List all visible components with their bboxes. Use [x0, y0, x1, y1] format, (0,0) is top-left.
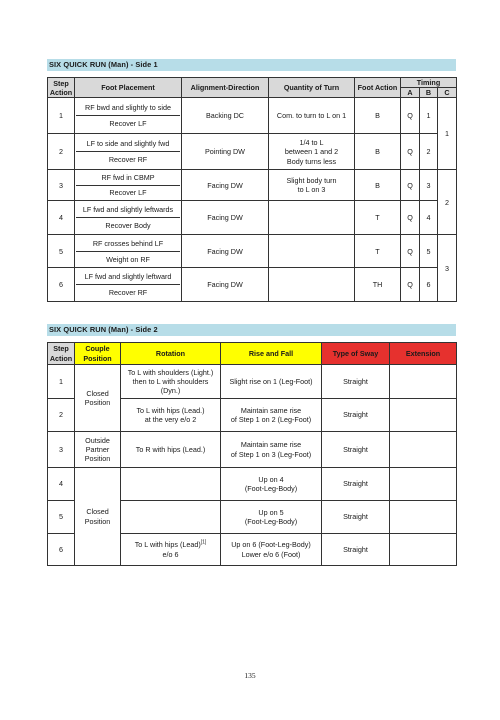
footnote-marker: [1]	[200, 539, 207, 546]
rotation-cell: To R with hips (Lead.)	[121, 432, 221, 468]
table-row	[48, 235, 457, 268]
timing-c-cell: 2	[438, 170, 457, 235]
header-rise-and-fall: Rise and Fall	[221, 343, 322, 365]
foot-action-cell: B	[355, 134, 401, 170]
couple-position-cell: Closed Position	[75, 365, 121, 432]
rotation-cell: To L with hips (Lead)[1] e/o 6	[121, 534, 221, 566]
header-rotation: Rotation	[121, 343, 221, 365]
header-quantity-of-turn: Quantity of Turn	[269, 78, 355, 98]
couple-position-cell: Outside Partner Position	[75, 432, 121, 468]
step-number: 6	[48, 534, 75, 566]
sway-cell: Straight	[322, 432, 390, 468]
foot-action-cell: B	[355, 98, 401, 134]
alignment-cell: Facing DW	[182, 268, 269, 302]
extension-cell	[390, 501, 457, 534]
header-step-action: Step Action	[48, 78, 75, 98]
timing-b-cell: 2	[420, 134, 438, 170]
step-number: 3	[48, 432, 75, 468]
table-row	[48, 365, 457, 399]
foot-action-cell: TH	[355, 268, 401, 302]
step-number: 4	[48, 201, 75, 235]
timing-c-cell: 3	[438, 235, 457, 302]
rise-fall-cell: Maintain same rise of Step 1 on 3 (Leg-Foot)	[221, 432, 322, 468]
timing-a-cell: Q	[401, 201, 420, 235]
rotation-cell	[121, 468, 221, 501]
foot-placement-cell: LF to side and slightly fwd Recover RF	[75, 134, 182, 170]
table-row	[48, 134, 457, 170]
alignment-cell: Facing DW	[182, 170, 269, 201]
header-extension: Extension	[390, 343, 457, 365]
header-alignment: Alignment-Direction	[182, 78, 269, 98]
timing-b-cell: 6	[420, 268, 438, 302]
turn-cell: Slight body turn to L on 3	[269, 170, 355, 201]
extension-cell	[390, 365, 457, 399]
timing-b-cell: 1	[420, 98, 438, 134]
sway-cell: Straight	[322, 501, 390, 534]
rotation-cell: To L with shoulders (Light.) then to L with shoulders (Dyn.)	[121, 365, 221, 399]
foot-action-cell: T	[355, 201, 401, 235]
table-row	[48, 468, 457, 501]
sway-cell: Straight	[322, 399, 390, 432]
alignment-cell: Facing DW	[182, 235, 269, 268]
timing-c-cell: 1	[438, 98, 457, 170]
step-number: 2	[48, 399, 75, 432]
rise-fall-cell: Up on 6 (Foot-Leg-Body) Lower e/o 6 (Foot)	[221, 534, 322, 566]
alignment-cell: Pointing DW	[182, 134, 269, 170]
foot-action-cell: B	[355, 170, 401, 201]
step-number: 3	[48, 170, 75, 201]
timing-a-cell: Q	[401, 235, 420, 268]
alignment-cell: Facing DW	[182, 201, 269, 235]
timing-a-cell: Q	[401, 170, 420, 201]
rotation-cell	[121, 501, 221, 534]
header-couple-position: Couple Position	[75, 343, 121, 365]
six-quick-run-side1-table	[47, 77, 457, 302]
timing-a-cell: Q	[401, 134, 420, 170]
header-foot-placement: Foot Placement	[75, 78, 182, 98]
table-row	[48, 268, 457, 302]
header-timing-b: B	[420, 88, 438, 98]
turn-cell	[269, 268, 355, 302]
foot-action-cell: T	[355, 235, 401, 268]
foot-placement-cell: RF fwd in CBMP Recover LF	[75, 170, 182, 201]
rise-fall-cell: Maintain same rise of Step 1 on 2 (Leg-Foot)	[221, 399, 322, 432]
step-number: 1	[48, 98, 75, 134]
header-timing: Timing	[401, 78, 457, 88]
table-row	[48, 201, 457, 235]
extension-cell	[390, 468, 457, 501]
header-type-of-sway: Type of Sway	[322, 343, 390, 365]
header-timing-a: A	[401, 88, 420, 98]
step-number: 5	[48, 235, 75, 268]
sway-cell: Straight	[322, 468, 390, 501]
step-number: 2	[48, 134, 75, 170]
sway-cell: Straight	[322, 365, 390, 399]
timing-b-cell: 5	[420, 235, 438, 268]
extension-cell	[390, 432, 457, 468]
rotation-cell: To L with hips (Lead.) at the very e/o 2	[121, 399, 221, 432]
foot-placement-cell: RF crosses behind LF Weight on RF	[75, 235, 182, 268]
table-row	[48, 170, 457, 201]
foot-placement-cell: LF fwd and slightly leftwards Recover Body	[75, 201, 182, 235]
turn-cell	[269, 235, 355, 268]
header-foot-action: Foot Action	[355, 78, 401, 98]
couple-position-cell: Closed Position	[75, 468, 121, 566]
sway-cell: Straight	[322, 534, 390, 566]
timing-b-cell: 4	[420, 201, 438, 235]
table2-title: SIX QUICK RUN (Man) - Side 2	[47, 324, 456, 336]
header-step-action: Step Action	[48, 343, 75, 365]
table1-title: SIX QUICK RUN (Man) - Side 1	[47, 59, 456, 71]
timing-a-cell: Q	[401, 98, 420, 134]
page-number: 135	[244, 671, 256, 680]
table-row	[48, 98, 457, 134]
rise-fall-cell: Up on 4 (Foot-Leg-Body)	[221, 468, 322, 501]
rise-fall-cell: Slight rise on 1 (Leg-Foot)	[221, 365, 322, 399]
turn-cell: 1/4 to L between 1 and 2 Body turns less	[269, 134, 355, 170]
step-number: 4	[48, 468, 75, 501]
alignment-cell: Backing DC	[182, 98, 269, 134]
extension-cell	[390, 399, 457, 432]
foot-placement-cell: LF fwd and slightly leftward Recover RF	[75, 268, 182, 302]
timing-a-cell: Q	[401, 268, 420, 302]
foot-placement-cell: RF bwd and slightly to side Recover LF	[75, 98, 182, 134]
rise-fall-cell: Up on 5 (Foot-Leg-Body)	[221, 501, 322, 534]
six-quick-run-side2-table	[47, 342, 457, 566]
header-timing-c: C	[438, 88, 457, 98]
step-number: 5	[48, 501, 75, 534]
timing-b-cell: 3	[420, 170, 438, 201]
table-row	[48, 432, 457, 468]
turn-cell: Com. to turn to L on 1	[269, 98, 355, 134]
step-number: 6	[48, 268, 75, 302]
step-number: 1	[48, 365, 75, 399]
extension-cell	[390, 534, 457, 566]
turn-cell	[269, 201, 355, 235]
